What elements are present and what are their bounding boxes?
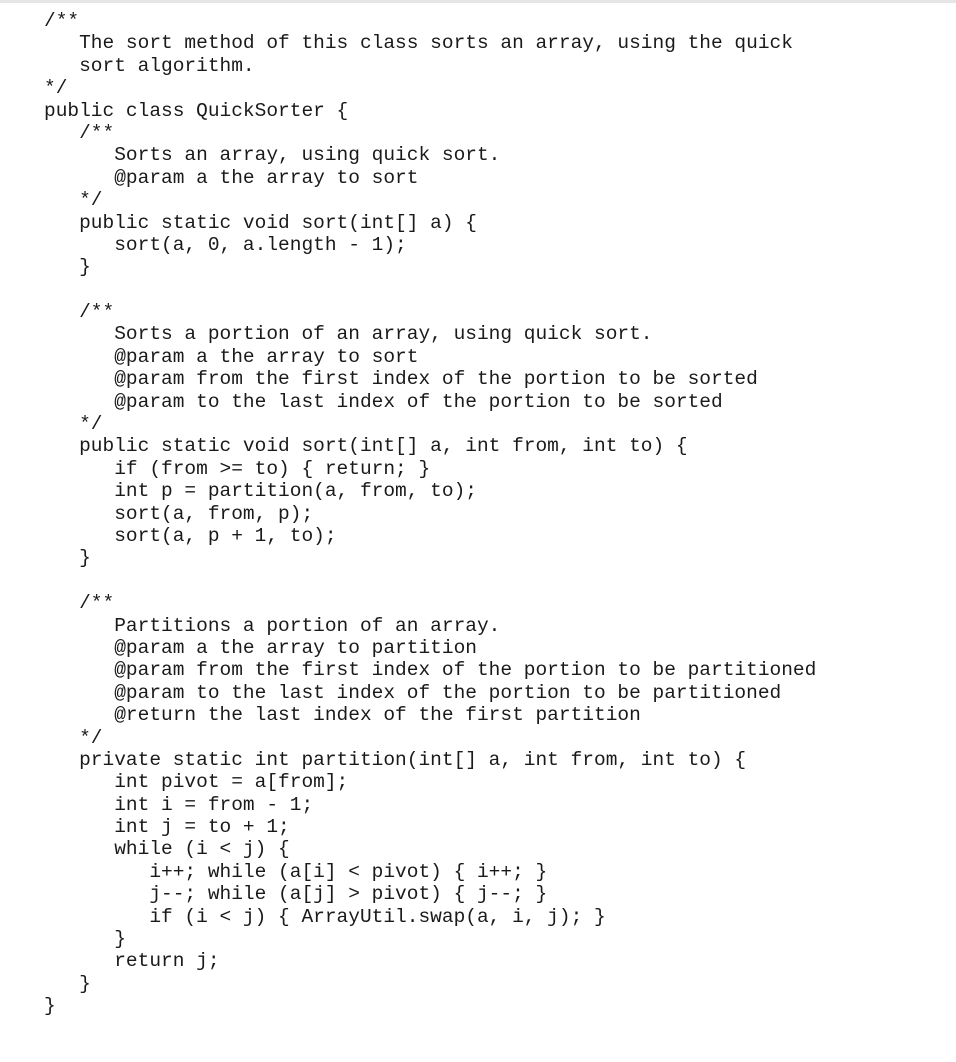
code-line: if (from >= to) { return; } <box>44 457 431 480</box>
code-line: i++; while (a[i] < pivot) { i++; } <box>44 860 548 883</box>
code-line: /** <box>44 121 115 144</box>
code-line: private static int partition(int[] a, int from, int to) { <box>44 748 747 771</box>
code-line: return j; <box>44 950 220 973</box>
code-line: } <box>44 256 91 279</box>
code-line: /** <box>44 592 115 615</box>
code-line: @return the last index of the first partition <box>44 704 641 727</box>
code-line: @param a the array to partition <box>44 636 477 659</box>
code-line: @param a the array to sort <box>44 166 419 189</box>
code-line: int i = from - 1; <box>44 793 314 816</box>
code-line: @param from the first index of the portion to be sorted <box>44 368 758 391</box>
code-line: */ <box>44 189 103 212</box>
code-line: public static void sort(int[] a, int from, int to) { <box>44 435 688 458</box>
code-line: @param to the last index of the portion to be sorted <box>44 390 723 413</box>
code-line: /** <box>44 10 80 32</box>
code-line: @param from the first index of the portion to be partitioned <box>44 659 817 682</box>
code-listing <box>44 10 816 1018</box>
code-line: while (i < j) { <box>44 838 290 861</box>
code-line: @param to the last index of the portion to be partitioned <box>44 681 782 704</box>
code-line: */ <box>44 413 103 436</box>
code-line: } <box>44 547 91 570</box>
code-line: */ <box>44 77 68 100</box>
top-divider <box>0 0 956 3</box>
code-line <box>44 570 816 592</box>
code-line: sort(a, from, p); <box>44 502 314 525</box>
code-line: int j = to + 1; <box>44 816 290 839</box>
code-line: Partitions a portion of an array. <box>44 614 501 637</box>
code-line: sort algorithm. <box>44 54 255 77</box>
code-line: int pivot = a[from]; <box>44 771 349 794</box>
code-line: } <box>44 972 91 995</box>
code-line: The sort method of this class sorts an array, using the quick <box>44 32 793 55</box>
code-line: Sorts an array, using quick sort. <box>44 144 501 167</box>
code-line: sort(a, p + 1, to); <box>44 524 337 547</box>
code-line: public class QuickSorter { <box>44 99 349 122</box>
code-line: /** <box>44 301 115 324</box>
code-line: } <box>44 928 126 951</box>
code-line: @param a the array to sort <box>44 345 419 368</box>
code-line <box>44 279 816 301</box>
code-line: public static void sort(int[] a) { <box>44 211 477 234</box>
code-line: Sorts a portion of an array, using quick sort. <box>44 323 653 346</box>
code-line: if (i < j) { ArrayUtil.swap(a, i, j); } <box>44 905 606 928</box>
code-line: int p = partition(a, from, to); <box>44 480 477 503</box>
code-line: j--; while (a[j] > pivot) { j--; } <box>44 883 548 906</box>
code-line: sort(a, 0, a.length - 1); <box>44 233 407 256</box>
code-line: */ <box>44 726 103 749</box>
code-line: } <box>44 995 56 1018</box>
